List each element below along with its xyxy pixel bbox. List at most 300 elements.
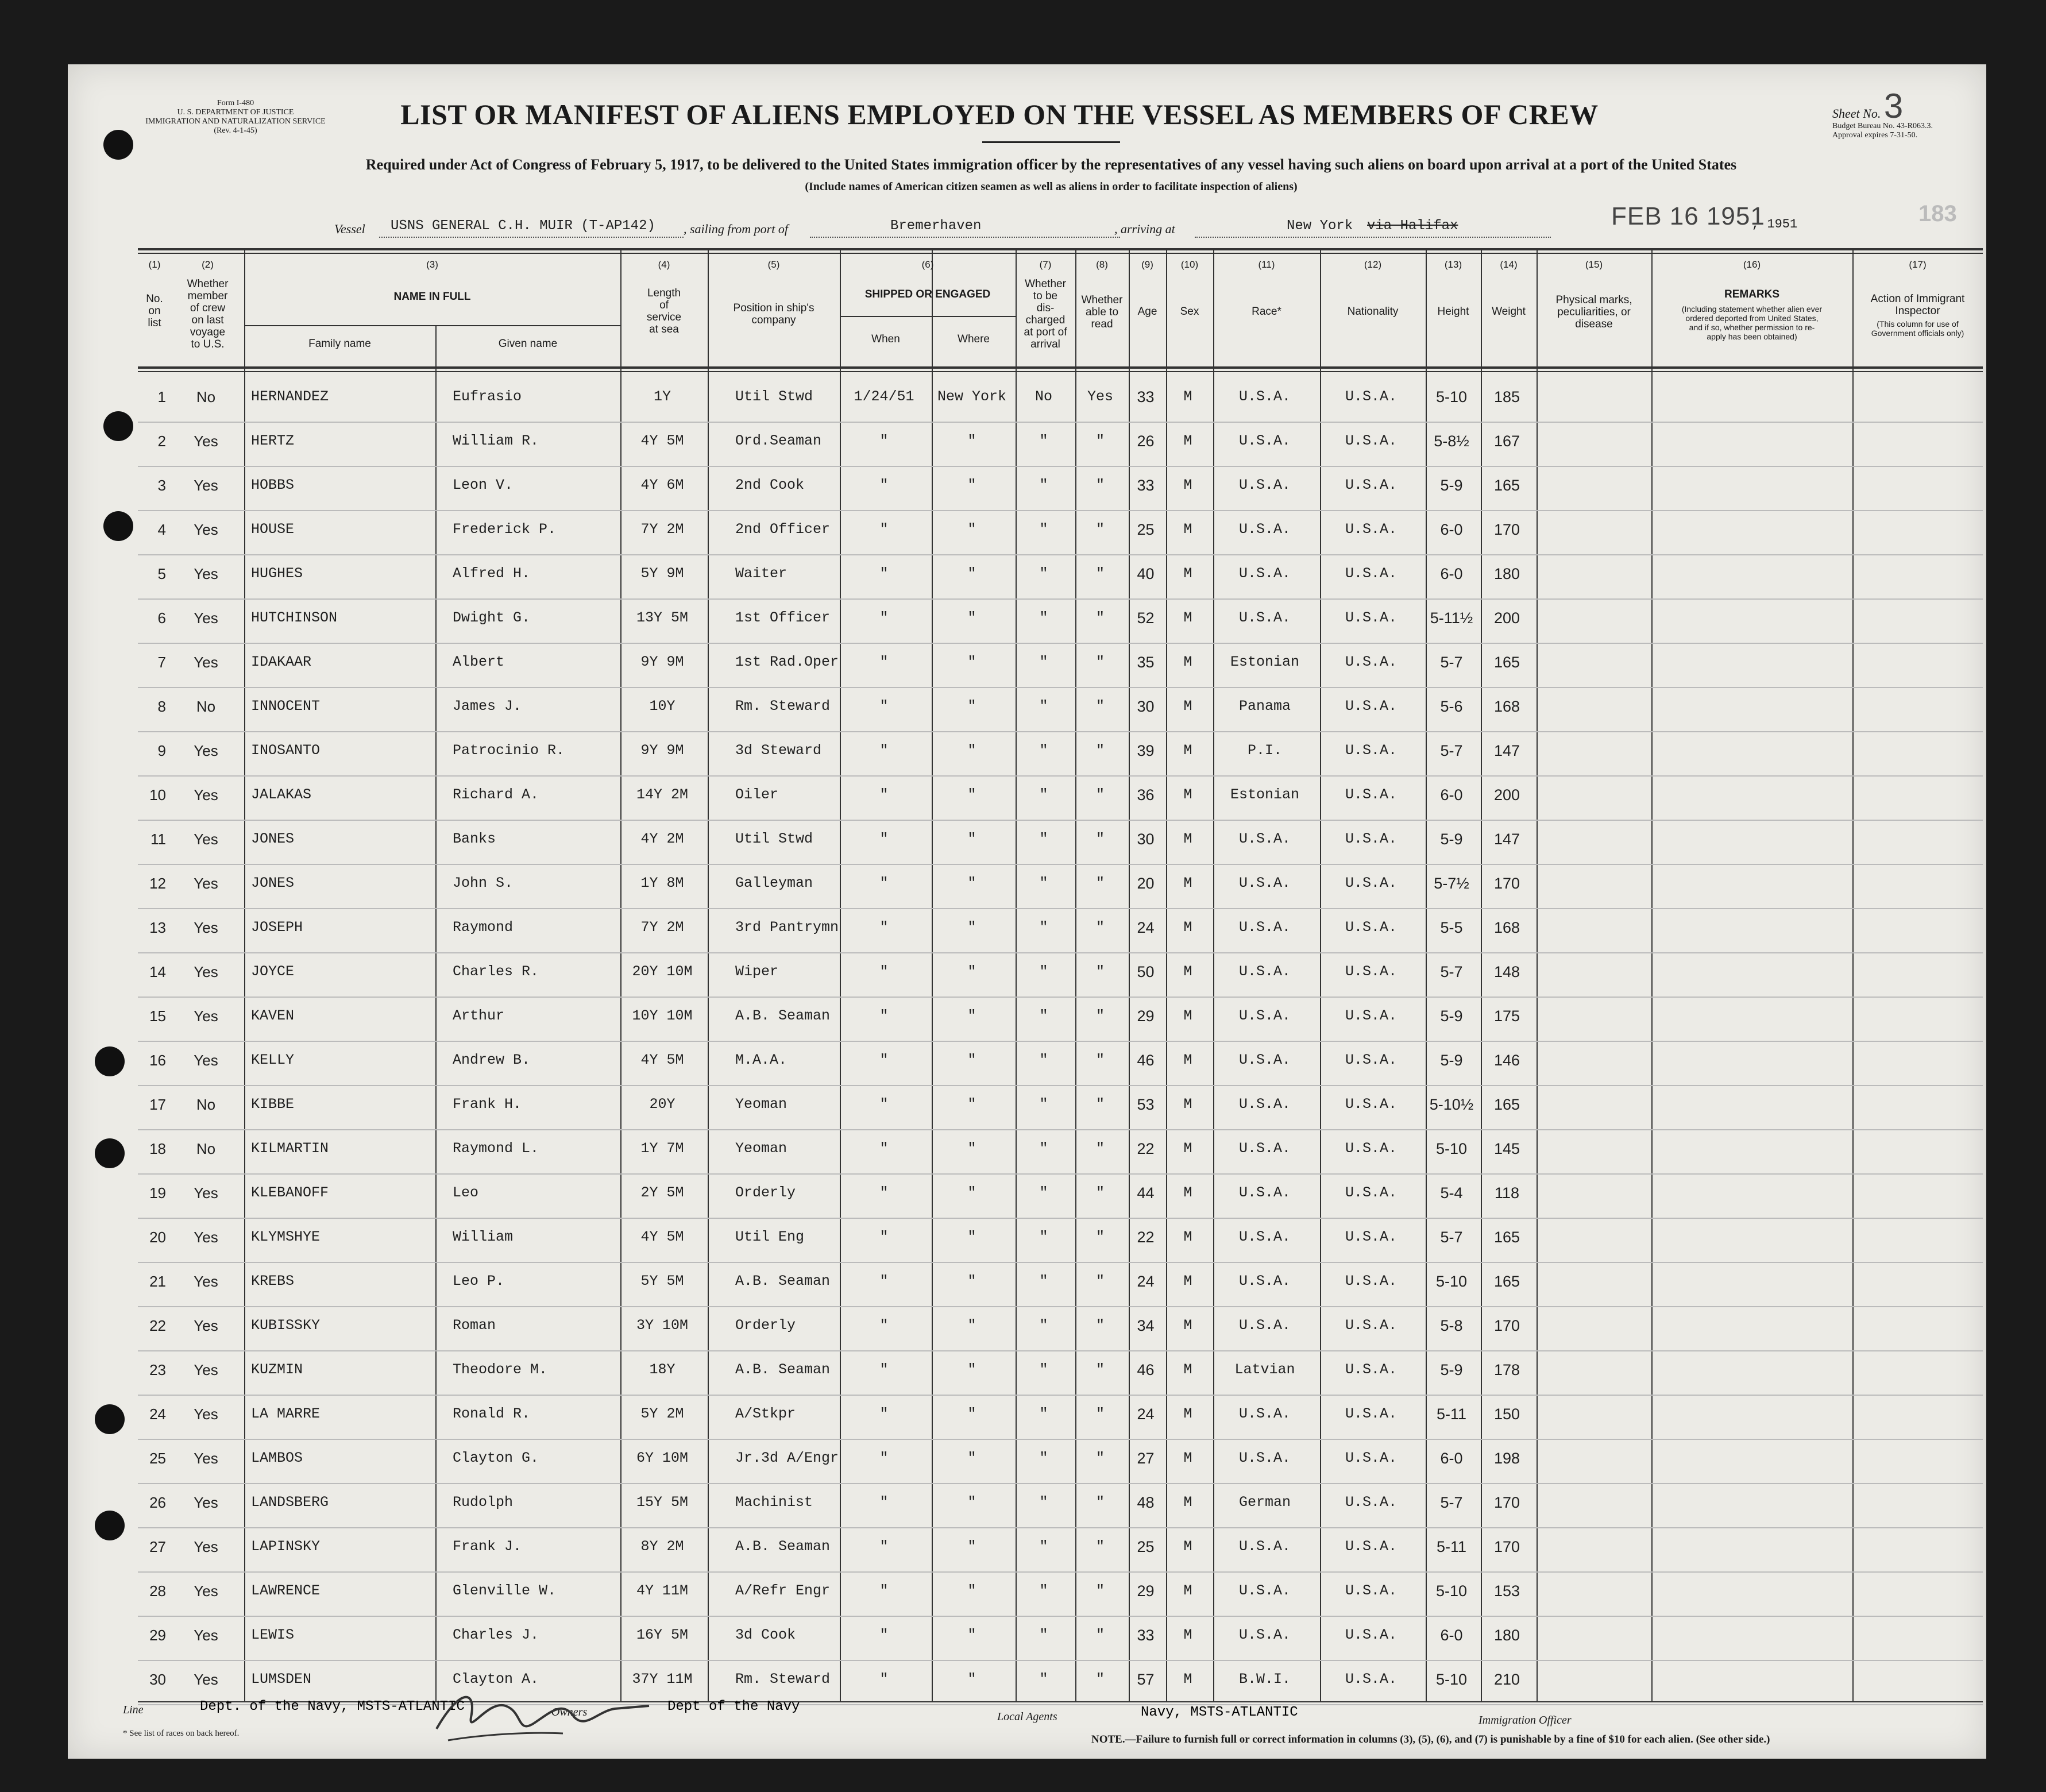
- cell-position: 3rd Pantrymn: [735, 919, 839, 936]
- cell-age: 35: [1137, 654, 1155, 671]
- cell-height: 5-5: [1440, 919, 1463, 936]
- cell-crew: Yes: [194, 1052, 218, 1069]
- officer-label: Immigration Officer: [1478, 1714, 1572, 1727]
- cell-weight: 165: [1493, 477, 1520, 494]
- table-row: [138, 554, 1983, 555]
- cell-no: 22: [149, 1317, 166, 1334]
- cell-given: Banks: [453, 831, 496, 847]
- cell-weight: 147: [1493, 831, 1520, 848]
- column-number: (5): [767, 259, 780, 270]
- cell-when: ": [879, 963, 889, 980]
- footer-note: NOTE.—Failure to furnish full or correct information in columns (3), (5), (6), and (7) is punishable by a fine of $10 for each alien. (See other side.): [1091, 1733, 1770, 1745]
- cell-where: ": [967, 875, 976, 891]
- cell-family: HUTCHINSON: [251, 609, 338, 626]
- cell-age: 30: [1137, 831, 1155, 848]
- sailing-value: Bremerhaven: [890, 218, 982, 234]
- cell-given: Frank H.: [453, 1096, 522, 1113]
- required-text: Required under Act of Congress of February 5, 1917, to be delivered to the United States immigration officer by the representatives of any vessel having such aliens on board upon arrival at a port of the United States: [365, 156, 1737, 173]
- cell-no: 17: [149, 1096, 166, 1113]
- header-weight: Weight: [1492, 306, 1526, 318]
- cell-disch: ": [1039, 609, 1048, 626]
- cell-disch: ": [1039, 1317, 1048, 1334]
- cell-age: 22: [1137, 1140, 1155, 1157]
- cell-when: ": [879, 786, 889, 803]
- cell-no: 29: [149, 1627, 166, 1644]
- punch-hole: [95, 1511, 125, 1540]
- cell-crew: Yes: [194, 919, 218, 936]
- cell-nat: U.S.A.: [1345, 698, 1397, 715]
- cell-sex: M: [1183, 1184, 1192, 1201]
- cell-family: JOYCE: [251, 963, 295, 980]
- cell-race: P.I.: [1247, 742, 1282, 759]
- cell-nat: U.S.A.: [1345, 1627, 1397, 1643]
- arriving-struck: via Halifax: [1367, 218, 1458, 234]
- table-row: [138, 466, 1983, 467]
- cell-where: ": [967, 1184, 976, 1201]
- cell-height: 5-7: [1440, 742, 1463, 759]
- table-row: [138, 820, 1983, 821]
- sailing-label: , sailing from port of: [684, 222, 788, 236]
- cell-nat: U.S.A.: [1345, 1007, 1397, 1024]
- cell-age: 46: [1137, 1052, 1155, 1069]
- cell-where: ": [967, 477, 976, 493]
- cell-sex: M: [1183, 1007, 1192, 1024]
- cell-weight: 145: [1493, 1140, 1520, 1157]
- cell-family: JONES: [251, 875, 295, 891]
- cell-read: ": [1095, 565, 1105, 582]
- cell-no: 21: [149, 1273, 166, 1290]
- header-action-note: (This column for use of Government officials only): [1871, 319, 1964, 338]
- cell-sex: M: [1183, 1405, 1192, 1422]
- cell-given: Charles J.: [453, 1627, 539, 1643]
- cell-position: Rm. Steward: [735, 698, 831, 715]
- cell-sex: M: [1183, 875, 1192, 891]
- cell-when: ": [879, 1007, 889, 1024]
- cell-no: 14: [149, 963, 166, 980]
- cell-read: ": [1095, 1052, 1105, 1068]
- cell-sex: M: [1183, 1582, 1192, 1599]
- cell-length: 4Y 11M: [636, 1582, 688, 1599]
- cell-disch: ": [1039, 1450, 1048, 1466]
- cell-length: 15Y 5M: [636, 1494, 688, 1511]
- cell-read: ": [1095, 1671, 1105, 1687]
- header-name-in-full: NAME IN FULL: [393, 291, 471, 303]
- cell-read: ": [1095, 1450, 1105, 1466]
- cell-height: 5-7: [1440, 963, 1463, 980]
- cell-nat: U.S.A.: [1345, 521, 1397, 538]
- cell-weight: 198: [1493, 1450, 1520, 1467]
- column-number: (15): [1585, 259, 1603, 270]
- cell-no: 23: [149, 1361, 166, 1378]
- cell-disch: ": [1039, 786, 1048, 803]
- cell-read: ": [1095, 1184, 1105, 1201]
- cell-position: Machinist: [735, 1494, 813, 1511]
- cell-read: ": [1095, 1538, 1105, 1555]
- cell-height: 5-7: [1440, 1494, 1463, 1511]
- cell-nat: U.S.A.: [1345, 609, 1397, 626]
- cell-read: ": [1095, 521, 1105, 538]
- cell-sex: M: [1183, 1096, 1192, 1113]
- cell-weight: 170: [1493, 1317, 1520, 1334]
- cell-family: KIBBE: [251, 1096, 295, 1113]
- cell-weight: 118: [1494, 1184, 1520, 1202]
- cell-family: JALAKAS: [251, 786, 312, 803]
- cell-height: 6-0: [1440, 786, 1463, 804]
- cell-height: 5-9: [1440, 477, 1463, 494]
- cell-weight: 178: [1493, 1361, 1520, 1378]
- cell-no: 28: [149, 1582, 166, 1600]
- cell-nat: U.S.A.: [1345, 1671, 1397, 1687]
- title-rule: [982, 141, 1120, 143]
- cell-weight: 147: [1493, 742, 1520, 759]
- cell-crew: Yes: [194, 963, 218, 980]
- cell-where: ": [967, 1096, 976, 1113]
- cell-age: 33: [1137, 477, 1155, 494]
- cell-disch: No: [1034, 388, 1052, 405]
- table-row: [138, 1483, 1983, 1484]
- cell-family: KELLY: [251, 1052, 295, 1068]
- cell-race: U.S.A.: [1238, 1007, 1291, 1024]
- punch-hole: [95, 1404, 125, 1434]
- cell-family: HOBBS: [251, 477, 295, 493]
- cell-length: 4Y 5M: [640, 1052, 684, 1068]
- cell-length: 9Y 9M: [640, 654, 684, 670]
- cell-position: A.B. Seaman: [735, 1361, 831, 1378]
- cell-height: 5-7: [1440, 654, 1463, 671]
- cell-when: ": [879, 1184, 889, 1201]
- cell-given: Theodore M.: [453, 1361, 548, 1378]
- header-remarks-note: (Including statement whether alien ever ordered deported from United States, and if so, whether permission to re- apply has been obtained): [1681, 304, 1823, 341]
- cell-sex: M: [1183, 609, 1192, 626]
- table-top-rule-2: [138, 253, 1983, 254]
- table-top-rule: [138, 248, 1983, 250]
- cell-disch: ": [1039, 654, 1048, 670]
- agents-label: Local Agents: [997, 1710, 1057, 1723]
- cell-height: 5-7½: [1434, 875, 1469, 892]
- cell-disch: ": [1039, 1273, 1048, 1289]
- cell-when: ": [879, 1052, 889, 1068]
- cell-crew: Yes: [194, 432, 218, 450]
- cell-given: Arthur: [453, 1007, 505, 1024]
- cell-crew: Yes: [194, 654, 218, 671]
- cell-when: ": [879, 1671, 889, 1687]
- cell-sex: M: [1183, 432, 1192, 449]
- cell-height: 5-7: [1440, 1229, 1463, 1246]
- cell-where: ": [967, 654, 976, 670]
- table-row: [138, 1262, 1983, 1263]
- cell-when: ": [879, 477, 889, 493]
- cell-length: 20Y 10M: [632, 963, 693, 980]
- cell-race: U.S.A.: [1238, 609, 1291, 626]
- cell-given: Charles R.: [453, 963, 539, 980]
- cell-crew: Yes: [194, 1361, 218, 1378]
- sheet-label: Sheet No.: [1832, 106, 1881, 121]
- cell-race: U.S.A.: [1238, 1184, 1291, 1201]
- cell-when: ": [879, 742, 889, 759]
- cell-given: Rudolph: [453, 1494, 514, 1511]
- cell-nat: U.S.A.: [1345, 1450, 1397, 1466]
- cell-where: ": [967, 1229, 976, 1245]
- line-label: Line: [123, 1704, 144, 1716]
- column-number: (13): [1444, 259, 1462, 270]
- table-row: [138, 1218, 1983, 1219]
- cell-nat: U.S.A.: [1345, 1096, 1397, 1113]
- cell-where: ": [967, 1317, 976, 1334]
- cell-height: 5-11½: [1430, 609, 1473, 627]
- column-rule: [1651, 250, 1653, 1702]
- cell-where: ": [967, 831, 976, 847]
- cell-crew: Yes: [194, 1538, 218, 1555]
- form-id: Form I-480 U. S. DEPARTMENT OF JUSTICE IMMIGRATION AND NATURALIZATION SERVICE (Rev. 4-1-45): [145, 99, 326, 135]
- cell-sex: M: [1183, 654, 1192, 670]
- cell-age: 29: [1137, 1007, 1155, 1025]
- cell-length: 18Y: [649, 1361, 675, 1378]
- cell-when: ": [879, 1450, 889, 1466]
- cell-where: ": [967, 1494, 976, 1511]
- year-suffix: , 1951: [1752, 217, 1798, 231]
- header-when: When: [871, 333, 900, 345]
- cell-position: Wiper: [735, 963, 779, 980]
- cell-where: ": [967, 1007, 976, 1024]
- cell-nat: U.S.A.: [1345, 432, 1397, 449]
- cell-given: Leon V.: [453, 477, 514, 493]
- vessel-value: USNS GENERAL C.H. MUIR (T-AP142): [391, 218, 655, 234]
- cell-weight: 170: [1493, 1538, 1520, 1555]
- cell-read: Yes: [1087, 388, 1113, 405]
- cell-length: 4Y 5M: [640, 1229, 684, 1245]
- cell-crew: Yes: [194, 609, 218, 627]
- cell-when: ": [879, 1096, 889, 1113]
- cell-crew: Yes: [194, 875, 218, 892]
- cell-when: ": [879, 432, 889, 449]
- cell-race: U.S.A.: [1238, 963, 1291, 980]
- column-number: (14): [1500, 259, 1518, 270]
- cell-family: HERNANDEZ: [251, 388, 329, 405]
- cell-crew: Yes: [194, 1229, 218, 1246]
- date-stamp: FEB 16 1951: [1611, 202, 1765, 230]
- cell-family: LEWIS: [251, 1627, 295, 1643]
- cell-weight: 185: [1493, 388, 1520, 405]
- header-no-on-list: No. on list: [146, 293, 163, 329]
- cell-read: ": [1095, 1229, 1105, 1245]
- cell-crew: No: [196, 388, 216, 405]
- cell-race: U.S.A.: [1238, 1627, 1291, 1643]
- cell-race: Panama: [1238, 698, 1291, 715]
- cell-disch: ": [1039, 565, 1048, 582]
- column-number: (1): [148, 259, 161, 270]
- cell-no: 8: [157, 698, 166, 715]
- cell-no: 13: [149, 919, 166, 936]
- cell-no: 2: [157, 432, 166, 450]
- cell-disch: ": [1039, 1494, 1048, 1511]
- header-whether-crew: Whether member of crew on last voyage to U.S.: [187, 278, 229, 350]
- cell-age: 26: [1137, 432, 1155, 450]
- cell-age: 30: [1137, 698, 1155, 715]
- cell-height: 5-10: [1435, 1140, 1468, 1157]
- cell-sex: M: [1183, 1671, 1192, 1687]
- cell-position: Orderly: [735, 1317, 796, 1334]
- cell-given: Patrocinio R.: [453, 742, 565, 759]
- cell-read: ": [1095, 786, 1105, 803]
- cell-family: HUGHES: [251, 565, 303, 582]
- column-number: (3): [426, 259, 438, 270]
- column-number: (16): [1743, 259, 1761, 270]
- cell-age: 25: [1137, 1538, 1155, 1555]
- cell-weight: 210: [1493, 1671, 1520, 1688]
- cell-position: Rm. Steward: [735, 1671, 831, 1687]
- cell-weight: 168: [1493, 698, 1520, 715]
- cell-length: 13Y 5M: [636, 609, 688, 626]
- cell-position: A.B. Seaman: [735, 1538, 831, 1555]
- cell-where: ": [967, 919, 976, 936]
- header-age: Age: [1137, 306, 1157, 318]
- sheet-number: [1832, 86, 1976, 126]
- cell-when: ": [879, 1140, 889, 1157]
- cell-family: KLEBANOFF: [251, 1184, 329, 1201]
- table-row: [138, 1527, 1983, 1528]
- table-row: [138, 1439, 1983, 1440]
- cell-length: 4Y 2M: [640, 831, 684, 847]
- table-row: [138, 731, 1983, 732]
- cell-family: HERTZ: [251, 432, 295, 449]
- sheet-number-value: 3: [1883, 87, 1904, 125]
- cell-position: Util Stwd: [735, 831, 813, 847]
- cell-height: 5-4: [1440, 1184, 1463, 1202]
- cell-race: German: [1238, 1494, 1291, 1511]
- cell-race: U.S.A.: [1238, 1405, 1291, 1422]
- cell-given: Leo: [453, 1184, 479, 1201]
- cell-height: 5-9: [1440, 1052, 1463, 1069]
- cell-nat: U.S.A.: [1345, 388, 1397, 405]
- table-row: [138, 775, 1983, 777]
- cell-crew: Yes: [194, 1671, 218, 1688]
- cell-family: LAMBOS: [251, 1450, 303, 1466]
- cell-when: ": [879, 1582, 889, 1599]
- cell-length: 6Y 10M: [636, 1450, 688, 1466]
- races-note: * See list of races on back hereof.: [123, 1729, 240, 1738]
- cell-disch: ": [1039, 521, 1048, 538]
- column-number: (2): [202, 259, 214, 270]
- cell-length: 8Y 2M: [640, 1538, 684, 1555]
- cell-sex: M: [1183, 521, 1192, 538]
- cell-position: Jr.3d A/Engr: [735, 1450, 839, 1466]
- cell-family: IDAKAAR: [251, 654, 312, 670]
- cell-nat: U.S.A.: [1345, 1538, 1397, 1555]
- cell-height: 6-0: [1440, 521, 1463, 538]
- cell-where: ": [967, 1538, 976, 1555]
- cell-family: HOUSE: [251, 521, 295, 538]
- cell-when: ": [879, 654, 889, 670]
- header-remarks: REMARKS: [1724, 288, 1780, 300]
- cell-position: A.B. Seaman: [735, 1273, 831, 1289]
- table-row: [138, 1571, 1983, 1573]
- cell-crew: Yes: [194, 521, 218, 538]
- cell-crew: Yes: [194, 1317, 218, 1334]
- cell-height: 6-0: [1440, 1627, 1463, 1644]
- cell-family: JONES: [251, 831, 295, 847]
- cell-where: ": [967, 1361, 976, 1378]
- cell-race: B.W.I.: [1238, 1671, 1291, 1687]
- cell-nat: U.S.A.: [1345, 654, 1397, 670]
- cell-nat: U.S.A.: [1345, 786, 1397, 803]
- cell-read: ": [1095, 1627, 1105, 1643]
- cell-disch: ": [1039, 1140, 1048, 1157]
- cell-given: Andrew B.: [453, 1052, 531, 1068]
- cell-read: ": [1095, 1405, 1105, 1422]
- cell-family: LAWRENCE: [251, 1582, 321, 1599]
- cell-crew: Yes: [194, 477, 218, 494]
- cell-disch: ": [1039, 742, 1048, 759]
- cell-position: Yeoman: [735, 1096, 787, 1113]
- cell-given: Raymond: [453, 919, 514, 936]
- cell-weight: 168: [1493, 919, 1520, 936]
- cell-family: JOSEPH: [251, 919, 303, 936]
- cell-weight: 165: [1493, 1229, 1520, 1246]
- arriving-label: , arriving at: [1114, 222, 1175, 236]
- cell-length: 14Y 2M: [636, 786, 688, 803]
- cell-nat: U.S.A.: [1345, 875, 1397, 891]
- cell-weight: 170: [1493, 521, 1520, 538]
- header-position: Position in ship's company: [733, 302, 814, 326]
- cell-weight: 148: [1493, 963, 1520, 980]
- column-rule: [244, 250, 245, 1702]
- cell-no: 1: [157, 388, 166, 405]
- cell-read: ": [1095, 432, 1105, 449]
- cell-crew: Yes: [194, 742, 218, 759]
- cell-length: 1Y 8M: [640, 875, 684, 891]
- cell-height: 5-9: [1440, 1361, 1463, 1378]
- cell-disch: ": [1039, 831, 1048, 847]
- cell-sex: M: [1183, 1538, 1192, 1555]
- cell-length: 7Y 2M: [640, 521, 684, 538]
- cell-nat: U.S.A.: [1345, 565, 1397, 582]
- cell-read: ": [1095, 698, 1105, 715]
- cell-length: 20Y: [649, 1096, 675, 1113]
- cell-nat: U.S.A.: [1345, 1140, 1397, 1157]
- column-rule: [1852, 250, 1854, 1702]
- cell-where: ": [967, 963, 976, 980]
- cell-disch: ": [1039, 1096, 1048, 1113]
- cell-height: 5-10: [1435, 1273, 1468, 1290]
- cell-race: U.S.A.: [1238, 875, 1291, 891]
- table-row: [138, 1129, 1983, 1130]
- cell-given: Roman: [453, 1317, 496, 1334]
- cell-race: U.S.A.: [1238, 1096, 1291, 1113]
- cell-given: Richard A.: [453, 786, 539, 803]
- cell-given: Leo P.: [453, 1273, 505, 1289]
- table-row: [138, 1173, 1983, 1175]
- table-row: [138, 864, 1983, 865]
- punch-hole: [95, 1138, 125, 1168]
- cell-sex: M: [1183, 1052, 1192, 1068]
- cell-race: U.S.A.: [1238, 1582, 1291, 1599]
- cell-disch: ": [1039, 1582, 1048, 1599]
- cell-when: 1/24/51: [854, 388, 914, 405]
- cell-family: KUBISSKY: [251, 1317, 321, 1334]
- cell-crew: Yes: [194, 786, 218, 804]
- cell-no: 24: [149, 1405, 166, 1423]
- page-title: LIST OR MANIFEST OF ALIENS EMPLOYED ON THE VESSEL AS MEMBERS OF CREW: [400, 98, 1599, 130]
- cell-given: Frank J.: [453, 1538, 522, 1555]
- cell-weight: 180: [1493, 1627, 1520, 1644]
- cell-length: 10Y: [649, 698, 675, 715]
- cell-length: 3Y 10M: [636, 1317, 688, 1334]
- signature: [414, 1666, 655, 1752]
- name-subheader-rule: [244, 325, 620, 326]
- cell-given: John S.: [453, 875, 514, 891]
- cell-race: U.S.A.: [1238, 565, 1291, 582]
- cell-length: 4Y 6M: [640, 477, 684, 493]
